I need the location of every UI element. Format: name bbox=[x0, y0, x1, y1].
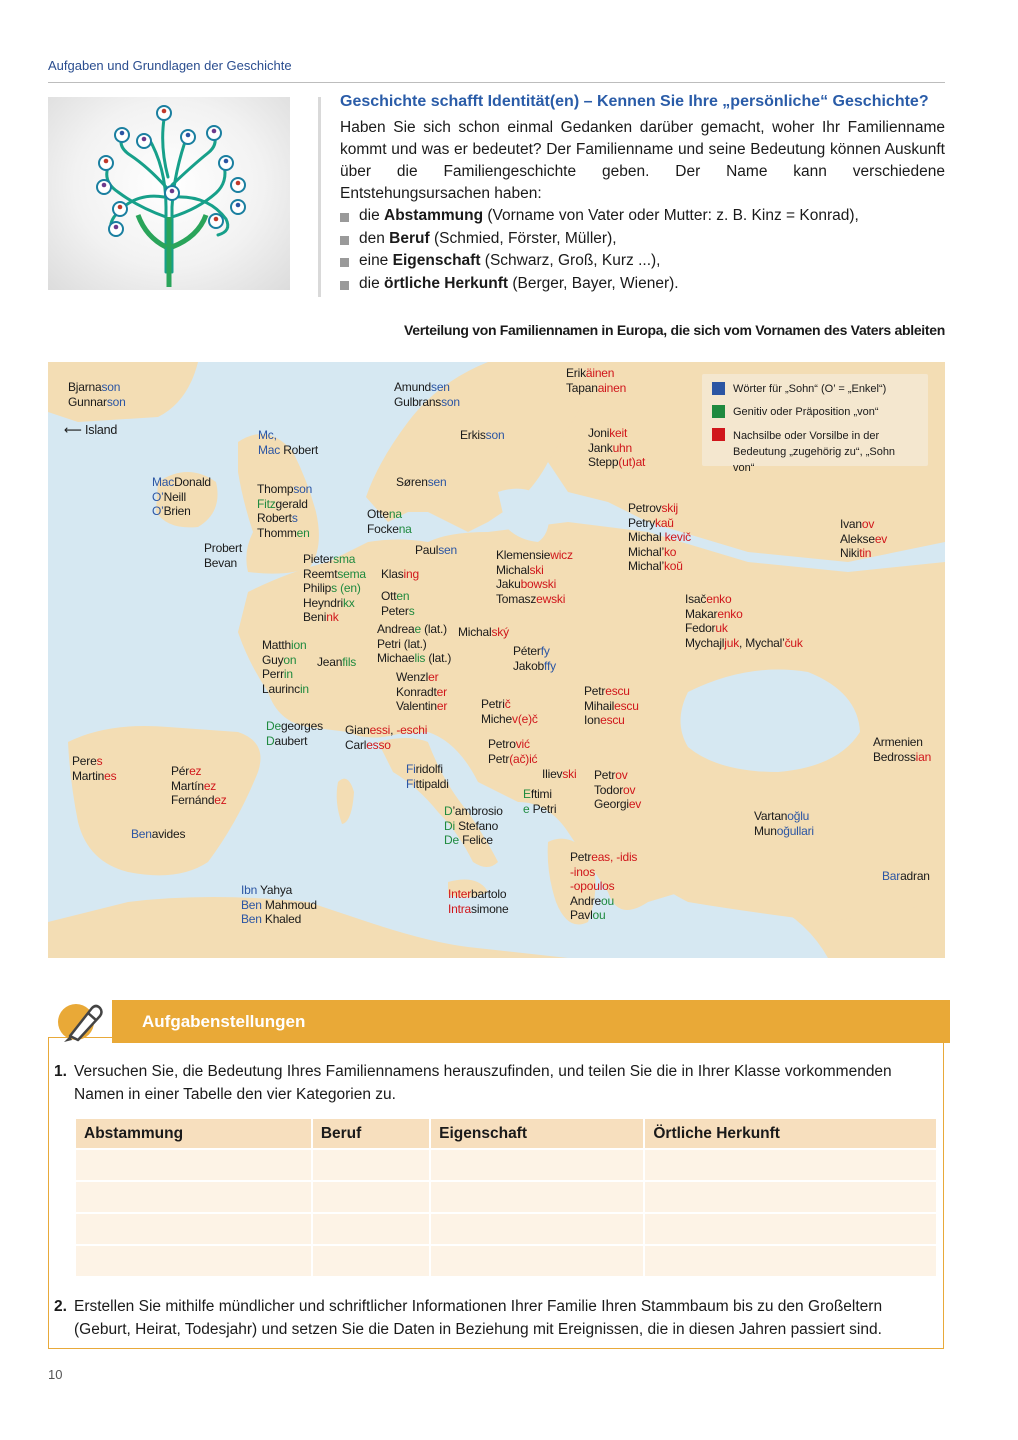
table-cell[interactable] bbox=[644, 1245, 937, 1277]
map-name-label: Jonikeit Jankuhn Stepp(ut)at bbox=[588, 426, 646, 469]
map-name-label: Isačenko Makarenko Fedoruk Mychajljuk, Mychal’čuk bbox=[685, 592, 803, 650]
family-tree-illustration bbox=[48, 97, 290, 290]
map-name-label: Ibn Yahya Ben Mahmoud Ben Khaled bbox=[241, 883, 317, 926]
table-cell[interactable] bbox=[430, 1213, 644, 1245]
map-name-label: Péterfy Jakobffy bbox=[513, 644, 556, 673]
intro-heading: Geschichte schafft Identität(en) – Kennen Sie Ihre „persönliche“ Geschichte? bbox=[340, 93, 929, 110]
map-name-label: Firidolfi Fittipaldi bbox=[406, 762, 449, 791]
map-name-label: Petrovskij Petrykaŭ Michal kevič Michal’ko Michal’koŭ bbox=[628, 501, 691, 573]
column-header: Beruf bbox=[312, 1118, 430, 1149]
table-cell[interactable] bbox=[75, 1213, 312, 1245]
map-name-label: Matthion Guyon Perrin Laurincin bbox=[262, 638, 309, 696]
map-name-label: Ottena Fockena bbox=[367, 507, 412, 536]
table-row bbox=[75, 1181, 937, 1213]
map-name-label: Petrov Todorov Georgiev bbox=[594, 768, 642, 811]
legend-swatch-icon bbox=[712, 382, 725, 395]
intro-section bbox=[340, 93, 945, 295]
table-cell[interactable] bbox=[312, 1213, 430, 1245]
legend-swatch-icon bbox=[712, 405, 725, 418]
bullet-square-icon bbox=[340, 213, 349, 222]
map-name-label: Erkisson bbox=[460, 428, 505, 442]
map-name-label: Petreas, -idis -inos -opoulos Andreou Pavlou bbox=[570, 850, 638, 922]
map-name-label: Sørensen bbox=[396, 475, 447, 489]
map-name-label: Petrović Petr(ač)ić bbox=[488, 737, 538, 766]
list-item: den Beruf (Schmied, Förster, Müller), bbox=[340, 228, 945, 251]
map-name-label: Gianessi, -eschi Carlesso bbox=[345, 723, 428, 752]
running-header: Aufgaben und Grundlagen der Geschichte bbox=[48, 58, 292, 73]
table-cell[interactable] bbox=[312, 1149, 430, 1181]
tasks-heading: Aufgabenstellungen bbox=[142, 1012, 306, 1031]
category-table bbox=[74, 1117, 938, 1278]
column-header: Abstammung bbox=[75, 1118, 312, 1149]
list-item: die Abstammung (Vorname von Vater oder Mutter: z. B. Kinz = Konrad), bbox=[340, 205, 945, 228]
map-legend: Wörter für „Sohn“ (O’ = „Enkel“) Genitiv oder Präposition „von“ Nachsilbe oder Vorsilbe in der Bedeutung „zugehörig zu“, „Sohn von“ bbox=[702, 374, 928, 466]
intro-side-bar bbox=[318, 97, 321, 297]
map-name-label: Pérez Martínez Fernández bbox=[171, 764, 227, 807]
list-item: eine Eigenschaft (Schwarz, Groß, Kurz ...), bbox=[340, 250, 945, 273]
task-number: 1. bbox=[54, 1063, 67, 1080]
table-cell[interactable] bbox=[644, 1213, 937, 1245]
map-name-label: Wenzler Konradter Valentiner bbox=[396, 670, 448, 713]
legend-swatch-icon bbox=[712, 428, 725, 441]
map-name-label: Amundsen Gulbransson bbox=[394, 380, 460, 409]
task-number: 2. bbox=[54, 1298, 67, 1315]
table-cell[interactable] bbox=[430, 1149, 644, 1181]
table-cell[interactable] bbox=[430, 1181, 644, 1213]
europe-map bbox=[48, 362, 945, 958]
intro-paragraph: Haben Sie sich schon einmal Gedanken darüber gemacht, woher Ihr Familienname kommt und was er bedeutet? Der Familienname und seine Bedeutung können Auskunft über die Familiengeschichte geben. Der Name kann verschiedene Entstehungsursachen haben: bbox=[340, 119, 945, 202]
map-name-label: Ivanov Alekseev Nikitin bbox=[840, 517, 888, 560]
map-title: Verteilung von Familiennamen in Europa, die sich vom Vornamen des Vaters ableiten bbox=[403, 322, 945, 338]
column-header: Eigenschaft bbox=[430, 1118, 644, 1149]
map-name-label: Andreae (lat.) Petri (lat.) Michaelis (lat.) bbox=[377, 622, 452, 665]
map-name-label: Pietersma Reemtsema Philips (en) Heyndrikx Benink bbox=[303, 552, 366, 624]
bullet-square-icon bbox=[340, 236, 349, 245]
map-name-label: Peres Martines bbox=[72, 754, 117, 783]
map-name-label: Degeorges Daubert bbox=[266, 719, 323, 748]
table-cell[interactable] bbox=[312, 1181, 430, 1213]
map-name-label: Bjarnason Gunnarson bbox=[68, 380, 126, 409]
map-name-label: Baradran bbox=[882, 869, 930, 883]
list-item: die örtliche Herkunft (Berger, Bayer, Wiener). bbox=[340, 273, 945, 296]
table-cell[interactable] bbox=[75, 1181, 312, 1213]
map-name-label: Ilievski bbox=[542, 767, 577, 781]
map-name-label: Erikäinen Tapanainen bbox=[566, 366, 627, 395]
pencil-icon bbox=[56, 996, 112, 1044]
bullet-square-icon bbox=[340, 258, 349, 267]
map-name-label: Eftimi e Petri bbox=[523, 787, 557, 816]
map-name-label: Benavides bbox=[131, 827, 186, 841]
map-name-label: Petrescu Mihailescu Ionescu bbox=[584, 684, 639, 727]
map-name-label: Probert Bevan bbox=[204, 541, 242, 570]
map-name-label: Paulsen bbox=[415, 543, 457, 557]
table-cell[interactable] bbox=[75, 1245, 312, 1277]
map-name-label: Thompson Fitzgerald Roberts Thommen bbox=[257, 482, 313, 540]
table-row bbox=[75, 1245, 937, 1277]
island-label: ⟵ Island bbox=[64, 423, 118, 437]
table-row bbox=[75, 1213, 937, 1245]
map-name-label: Klasing bbox=[381, 567, 419, 581]
map-name-label: Klemensiewicz Michalski Jakubowski Tomaszewski bbox=[496, 548, 573, 606]
family-tree-icon bbox=[48, 97, 290, 290]
table-cell[interactable] bbox=[312, 1245, 430, 1277]
task-text: Erstellen Sie mithilfe mündlicher und schriftlicher Informationen Ihrer Familie Ihren Stammbaum bis zu den Großeltern (Geburt, Heirat, Todesjahr) und setzen Sie die Daten in Beziehung mit Ereignissen, die in diesen Jahren passiert sind. bbox=[74, 1298, 883, 1338]
column-header: Örtliche Herkunft bbox=[644, 1118, 937, 1149]
table-cell[interactable] bbox=[75, 1149, 312, 1181]
map-name-label: Armenien Bedrossian bbox=[873, 735, 932, 764]
map-name-label: D’ambrosio Di Stefano De Felice bbox=[444, 804, 503, 847]
header-divider bbox=[48, 82, 945, 83]
map-name-label: Vartanoğlu Munoğullari bbox=[754, 809, 814, 838]
map-name-label: MacDonald O’Neill O’Brien bbox=[152, 475, 211, 518]
table-cell[interactable] bbox=[644, 1149, 937, 1181]
map-name-label: Petrič Michev(e)č bbox=[481, 697, 538, 726]
bullet-square-icon bbox=[340, 281, 349, 290]
table-header-row bbox=[75, 1118, 937, 1149]
task-2 bbox=[54, 1295, 934, 1341]
table-row bbox=[75, 1149, 937, 1181]
task-text: Versuchen Sie, die Bedeutung Ihres Familiennamens herauszufinden, und teilen Sie die in Ihrer Klasse vorkommenden Namen in einer Tabelle den vier Kategorien zu. bbox=[74, 1063, 892, 1103]
cause-list bbox=[340, 205, 945, 295]
map-name-label: Michalský bbox=[458, 625, 509, 639]
task-1 bbox=[54, 1060, 934, 1106]
map-name-label: Jeanfils bbox=[317, 655, 357, 669]
table-cell[interactable] bbox=[644, 1181, 937, 1213]
page-number: 10 bbox=[48, 1367, 63, 1382]
map-name-label: Interbartolo Intrasimone bbox=[448, 887, 509, 916]
map-name-label: Otten Peters bbox=[381, 589, 415, 618]
map-name-label: Mc, Mac Robert bbox=[258, 428, 319, 457]
table-cell[interactable] bbox=[430, 1245, 644, 1277]
